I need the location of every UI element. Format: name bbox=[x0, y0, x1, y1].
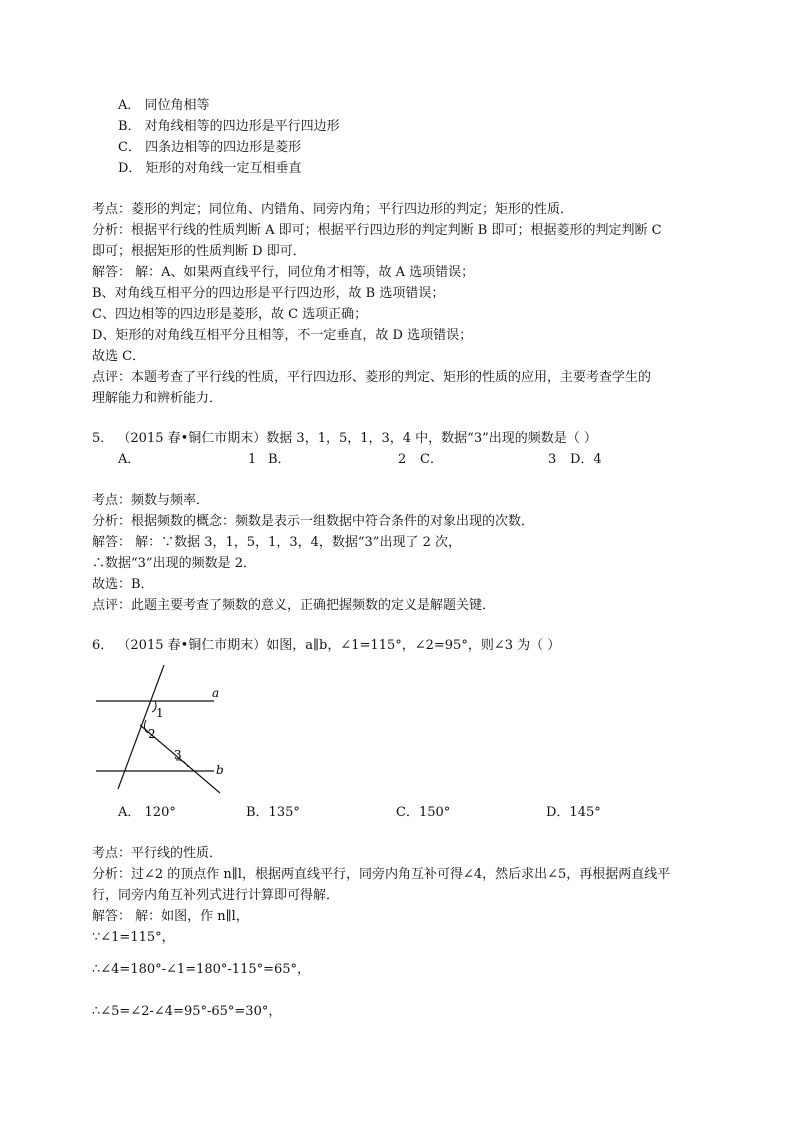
q5-option-a-letter: A． bbox=[118, 452, 141, 467]
q5-fenxi: 分析：根据频数的概念：频数是表示一组数据中符合条件的对象出现的次数． bbox=[92, 514, 535, 529]
q6-jieda-line-2: ∵∠1=115°， bbox=[92, 930, 175, 945]
q6-figure bbox=[92, 665, 232, 800]
q4-jieda-line-5: 故选 C． bbox=[92, 349, 146, 364]
q4-jieda-line-4: D、矩形的对角线互相平分且相等，不一定垂直，故 D 选项错误； bbox=[92, 328, 473, 343]
label-1: 1 bbox=[156, 706, 164, 720]
label-2: 2 bbox=[148, 727, 156, 741]
q5-stem: 5． （2015 春•铜仁市期末）数据 3，1，5，1，3，4 中，数据“3”出现的频数是（ ） bbox=[92, 431, 597, 446]
q6-option-a: A． 120° bbox=[118, 805, 176, 820]
q6-option-c: C．150° bbox=[396, 805, 451, 820]
q5-option-c-letter: C． bbox=[420, 452, 443, 467]
q4-kaodian: 考点：菱形的判定；同位角、内错角、同旁内角；平行四边形的判定；矩形的性质． bbox=[92, 202, 574, 217]
q4-option-d: D． 矩形的对角线一定互相垂直 bbox=[118, 161, 302, 176]
q4-option-a: A． 同位角相等 bbox=[118, 98, 210, 113]
q6-jieda-line-1: 解答： 解：如图，作 n∥l， bbox=[92, 909, 249, 924]
q5-kaodian: 考点：频数与频率． bbox=[92, 493, 210, 508]
label-3: 3 bbox=[174, 748, 182, 762]
q5-option-a-value: 1 bbox=[248, 452, 257, 467]
q6-kaodian: 考点：平行线的性质． bbox=[92, 846, 223, 861]
q4-dianping-line-1: 点评：本题考查了平行线的性质，平行四边形、菱形的判定、矩形的性质的应用，主要考查学生的 bbox=[92, 370, 652, 385]
q4-fenxi-line-2: 即可；根据矩形的性质判断 D 即可． bbox=[92, 244, 306, 259]
q4-fenxi-line-1: 分析：根据平行线的性质判断 A 即可；根据平行四边形的判定判断 B 即可；根据菱形的判定判断 C bbox=[92, 223, 662, 238]
q4-jieda-line-3: C、四边相等的四边形是菱形，故 C 选项正确； bbox=[92, 307, 368, 322]
q6-jieda-line-3: ∴∠4=180°-∠1=180°-115°=65°， bbox=[92, 962, 311, 977]
q4-option-c: C． 四条边相等的四边形是菱形 bbox=[118, 140, 302, 155]
label-b: b bbox=[216, 763, 224, 777]
q6-jieda-line-4: ∴∠5=∠2-∠4=95°-65°=30°， bbox=[92, 1004, 282, 1019]
q4-dianping-line-2: 理解能力和辨析能力． bbox=[92, 391, 223, 406]
q5-option-d: D．4 bbox=[570, 452, 602, 467]
q4-jieda-line-2: B、对角线互相平分的四边形是平行四边形，故 B 选项错误； bbox=[92, 286, 445, 301]
q5-option-b-letter: B． bbox=[268, 452, 291, 467]
q5-option-b-value: 2 bbox=[398, 452, 407, 467]
q5-jieda-line-1: 解答： 解：∵数据 3，1，5，1，3，4，数据“3”出现了 2 次， bbox=[92, 535, 461, 550]
q4-option-b: B． 对角线相等的四边形是平行四边形 bbox=[118, 119, 340, 134]
q5-option-c-value: 3 bbox=[548, 452, 557, 467]
q5-jieda-line-2: ∴数据“3”出现的频数是 2． bbox=[92, 556, 256, 571]
q6-stem: 6． （2015 春•铜仁市期末）如图，a∥b，∠1=115°，∠2=95°，则∠3 为（ ） bbox=[92, 638, 561, 653]
q5-dianping: 点评：此题主要考查了频数的意义，正确把握频数的定义是解题关键． bbox=[92, 598, 496, 613]
q6-fenxi-line-1: 分析：过∠2 的顶点作 n∥l，根据两直线平行，同旁内角互补可得∠4，然后求出∠5，再根据两直线平 bbox=[92, 867, 671, 882]
q6-fenxi-line-2: 行，同旁内角互补列式进行计算即可得解． bbox=[92, 888, 340, 903]
q5-jieda-line-3: 故选：B． bbox=[92, 577, 154, 592]
q4-jieda-line-1: 解答： 解：A、如果两直线平行，同位角才相等，故 A 选项错误； bbox=[92, 265, 475, 280]
label-a: a bbox=[212, 686, 220, 700]
q6-option-d: D．145° bbox=[546, 805, 601, 820]
q6-option-b: B．135° bbox=[246, 805, 300, 820]
